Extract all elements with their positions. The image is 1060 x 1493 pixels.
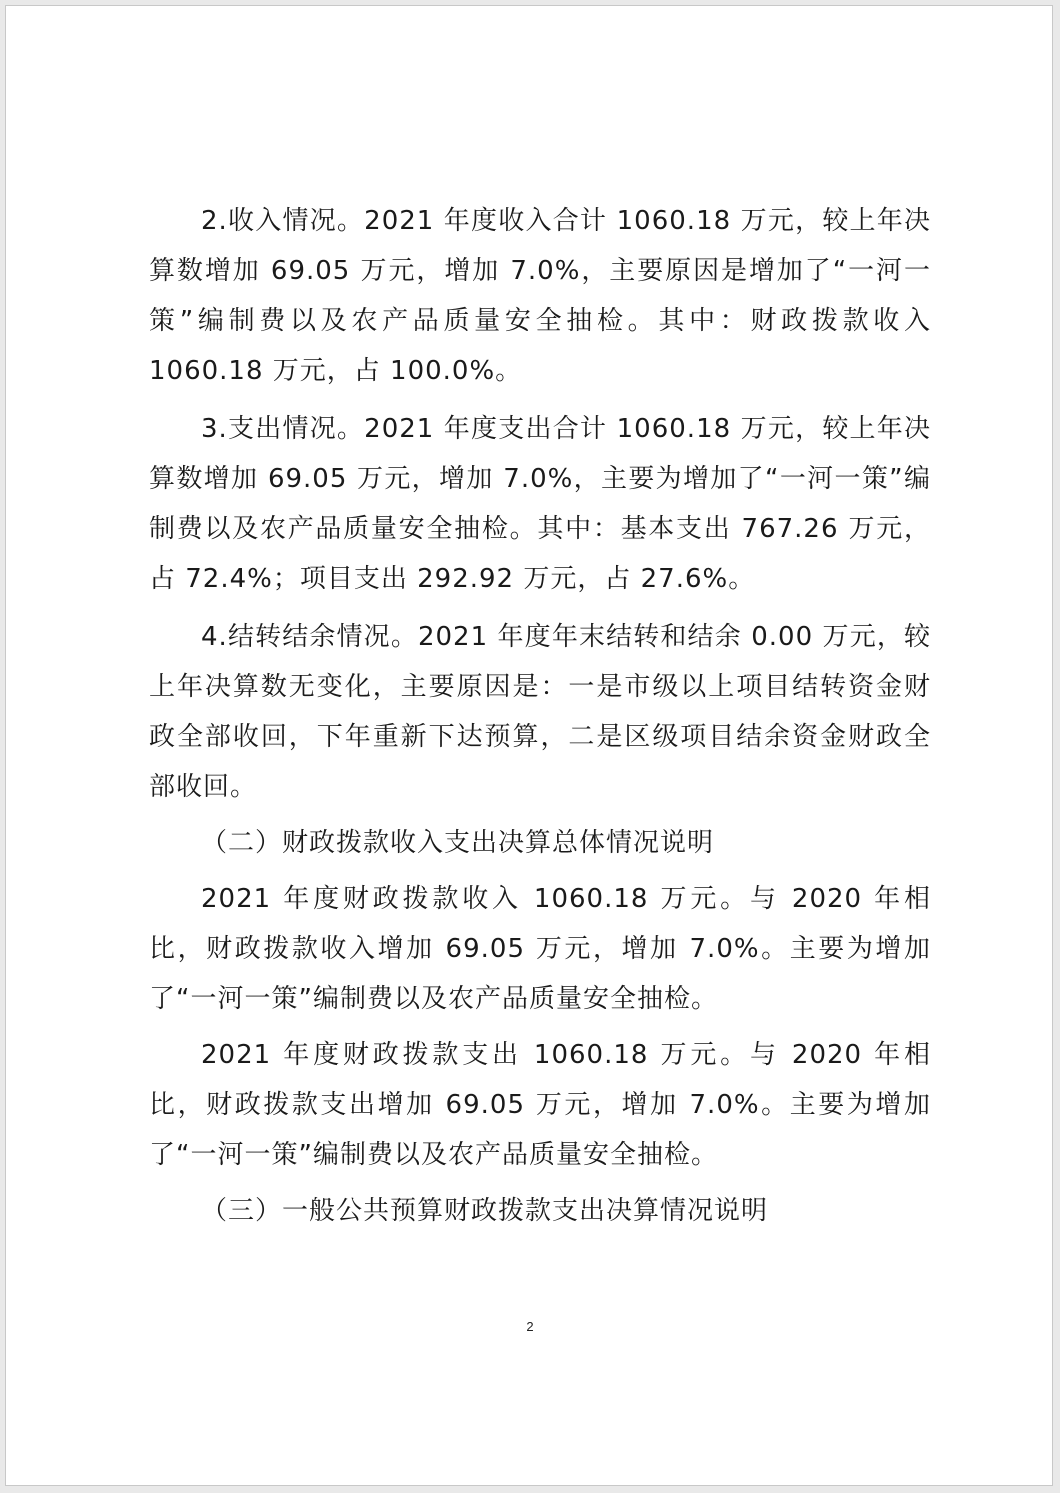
paragraph-income: 2.收入情况。2021 年度收入合计 1060.18 万元，较上年决算数增加 69.05 万元，增加 7.0%，主要原因是增加了“一河一策”编制费以及农产品质量安全抽检。其中：财政拨款收入 1060.18 万元，占 100.0%。: [149, 206, 931, 386]
paragraph-appropriation-expenditure: 2021 年度财政拨款支出 1060.18 万元。与 2020 年相比，财政拨款支出增加 69.05 万元，增加 7.0%。主要为增加了“一河一策”编制费以及农产品质量安全抽检。: [149, 1040, 931, 1170]
paragraph-expenditure: 3.支出情况。2021 年度支出合计 1060.18 万元，较上年决算数增加 69.05 万元，增加 7.0%，主要为增加了“一河一策”编制费以及农产品质量安全抽检。其中：基本支出 767.26 万元，占 72.4%；项目支出 292.92 万元，占 27.6%。: [149, 414, 931, 594]
section-heading-3: （三）一般公共预算财政拨款支出决算情况说明: [201, 1196, 769, 1226]
paragraph-carryover: 4.结转结余情况。2021 年度年末结转和结余 0.00 万元，较上年决算数无变化，主要原因是：一是市级以上项目结转资金财政全部收回，下年重新下达预算，二是区级项目结余资金财政全部收回。: [149, 622, 931, 802]
document-page: [5, 5, 1053, 1486]
paragraph-appropriation-income: 2021 年度财政拨款收入 1060.18 万元。与 2020 年相比，财政拨款收入增加 69.05 万元，增加 7.0%。主要为增加了“一河一策”编制费以及农产品质量安全抽检。: [149, 884, 931, 1014]
section-heading-2: （二）财政拨款收入支出决算总体情况说明: [201, 828, 715, 858]
page-number: 2: [526, 1319, 534, 1334]
